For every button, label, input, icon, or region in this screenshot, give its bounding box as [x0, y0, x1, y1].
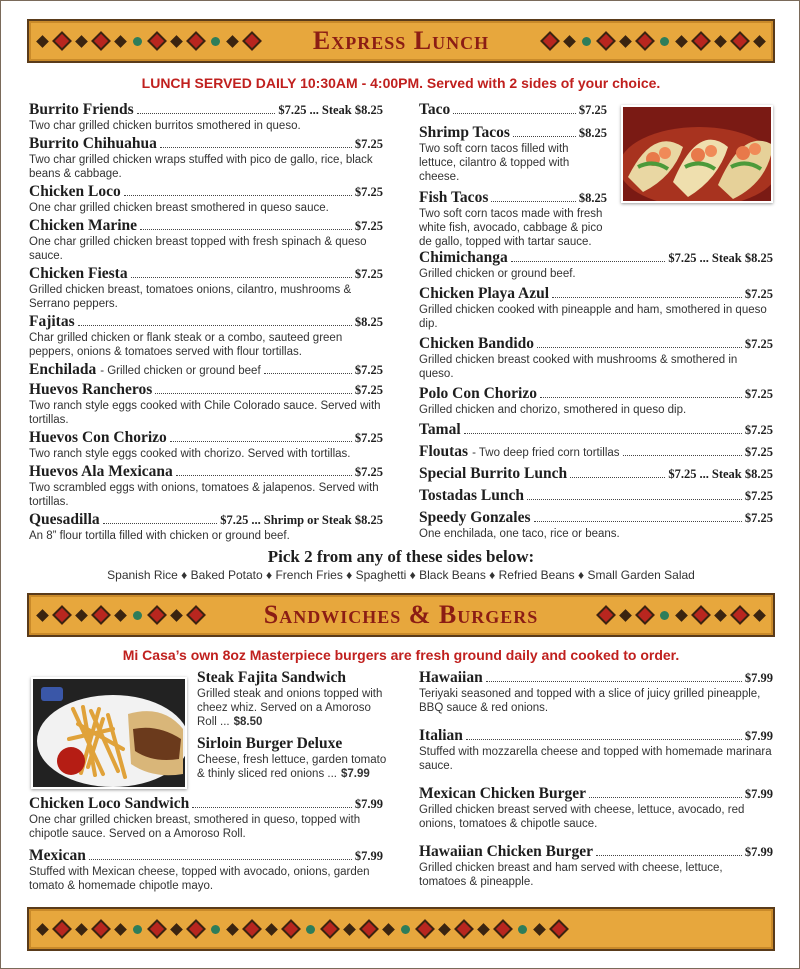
- dot-leader: [131, 277, 352, 278]
- price-separator: ...: [309, 103, 319, 117]
- dot-leader: [89, 859, 352, 860]
- sandwiches-tagline: Mi Casa’s own 8oz Masterpiece burgers are fresh ground daily and cooked to order.: [122, 647, 680, 663]
- menu-item: [29, 313, 383, 359]
- menu-item: [29, 381, 383, 427]
- dot-leader: [137, 113, 276, 114]
- menu-item-name: Italian: [419, 727, 463, 744]
- dot-leader: [596, 855, 742, 856]
- menu-item-name: Huevos Rancheros: [29, 381, 153, 398]
- menu-item-description: Stuffed with Mexican cheese, topped with avocado, onions, garden tomato & homemade chipotle mayo.: [29, 866, 370, 892]
- menu-item-name: Shrimp Tacos: [419, 124, 510, 141]
- menu-item-name: Hawaiian Chicken Burger: [419, 843, 593, 860]
- menu-item-name: Burrito Friends: [29, 101, 134, 118]
- menu-item-name: Floutas: [419, 443, 469, 460]
- menu-item-name: Burrito Chihuahua: [29, 135, 157, 152]
- menu-item-price: $7.25: [744, 337, 773, 351]
- sandwich-right-column: [419, 669, 773, 901]
- menu-item-description: Grilled chicken cooked with pineapple and ham, smothered in queso dip.: [419, 304, 767, 330]
- menu-item-name: Mexican Chicken Burger: [419, 785, 587, 802]
- dot-leader: [534, 521, 742, 522]
- menu-item-price: $7.25: [744, 287, 773, 301]
- menu-item-name: Chicken Bandido: [419, 335, 535, 352]
- menu-item: [197, 669, 387, 729]
- menu-item-price: $8.50: [233, 716, 263, 728]
- menu-item-description: One enchilada, one taco, rice or beans.: [419, 528, 620, 540]
- menu-item: [419, 124, 607, 184]
- menu-item-description: Two ranch style eggs cooked with Chile Colorado sauce. Served with tortillas.: [29, 400, 381, 426]
- menu-item-price: $7.25: [578, 103, 607, 117]
- menu-item-price: $8.25: [354, 315, 383, 329]
- menu-item-description: Grilled chicken breast, tomatoes onions, cilantro, mushrooms & Serrano peppers.: [29, 284, 352, 310]
- sandwich-photo: [31, 677, 187, 789]
- menu-item-price: $7.25: [220, 513, 249, 527]
- menu-item-price: $7.25: [744, 489, 773, 503]
- dot-leader: [170, 441, 352, 442]
- menu-item-price: $7.25: [354, 185, 383, 199]
- menu-item-name: Polo Con Chorizo: [419, 385, 537, 402]
- menu-item-description: Two scrambled eggs with onions, tomatoes & jalapenos. Served with tortillas.: [29, 482, 379, 508]
- menu-item-name: Huevos Con Chorizo: [29, 429, 167, 446]
- menu-item: [419, 335, 773, 381]
- menu-item-name: Special Burrito Lunch: [419, 465, 568, 482]
- menu-item-price: $7.99: [354, 849, 383, 863]
- dot-leader: [453, 113, 576, 114]
- menu-item: [29, 101, 383, 133]
- menu-item: [419, 101, 607, 119]
- dot-leader: [140, 229, 352, 230]
- dot-leader: [155, 393, 352, 394]
- menu-item-price: $7.25: [744, 423, 773, 437]
- menu-item-description: Two char grilled chicken wraps stuffed with pico de gallo, rice, black beans & cabbage.: [29, 154, 373, 180]
- menu-item-name: Chimichanga: [419, 249, 508, 266]
- menu-item-price: $7.25: [278, 103, 307, 117]
- dot-leader: [527, 499, 742, 500]
- menu-item: [419, 465, 773, 483]
- express-left-column: [29, 101, 383, 545]
- menu-item-name: Chicken Fiesta: [29, 265, 128, 282]
- menu-item: [29, 795, 383, 841]
- menu-item-price: $8.25: [578, 191, 607, 205]
- menu-item-price: $7.25: [354, 465, 383, 479]
- dot-leader: [513, 136, 576, 137]
- menu-item-description: Two soft corn tacos filled with lettuce, cilantro & topped with cheese.: [419, 143, 570, 183]
- menu-item-alt-price: Shrimp or Steak $8.25: [263, 513, 383, 527]
- menu-item-price: $8.25: [578, 126, 607, 140]
- menu-item-description: [197, 687, 387, 729]
- menu-item-price: $7.25: [354, 219, 383, 233]
- menu-item-name: Sirloin Burger Deluxe: [197, 735, 343, 752]
- express-right-column: [419, 249, 773, 545]
- menu-item-name: Huevos Ala Mexicana: [29, 463, 173, 480]
- menu-item-description: Char grilled chicken or flank steak or a combo, sauteed green peppers, onions & tomatoes served with flour tortillas.: [29, 332, 343, 358]
- menu-item-description: One char grilled chicken breast smothered in queso sauce.: [29, 202, 329, 214]
- dot-leader: [552, 297, 742, 298]
- menu-item: [197, 735, 387, 781]
- menu-item: [419, 421, 773, 439]
- footer-banner: [27, 907, 775, 951]
- menu-item-description: Grilled chicken and chorizo, smothered in queso dip.: [419, 404, 687, 416]
- menu-item-name: Chicken Loco Sandwich: [29, 795, 190, 812]
- tacos-photo: [621, 105, 773, 203]
- menu-item-name: Tamal: [419, 421, 461, 438]
- dot-leader: [486, 681, 742, 682]
- menu-item: [419, 385, 773, 417]
- menu-item-description: Two soft corn tacos made with fresh white fish, avocado, cabbage & pico de gallo, topped with tartar sauce.: [419, 208, 603, 248]
- dot-leader: [124, 195, 352, 196]
- menu-item: [29, 265, 383, 311]
- dot-leader: [540, 397, 742, 398]
- menu-item-alt-price: Steak $8.25: [711, 467, 773, 481]
- menu-item-name: Quesadilla: [29, 511, 100, 528]
- menu-item-price: $7.99: [744, 671, 773, 685]
- menu-item: [419, 249, 773, 281]
- sandwich-featured-column: [197, 669, 387, 787]
- menu-item: [29, 135, 383, 181]
- menu-item-description: Teriyaki seasoned and topped with a slice of juicy grilled pineapple, BBQ sauce & red onions.: [419, 688, 761, 714]
- menu-item-price: $7.99: [354, 797, 383, 811]
- menu-item-name: Mexican: [29, 847, 86, 864]
- menu-item: [419, 727, 773, 773]
- menu-item-price: $7.99: [341, 768, 370, 780]
- dot-leader: [192, 807, 352, 808]
- menu-item-name: Tostadas Lunch: [419, 487, 524, 504]
- menu-item-note: - Two deep fried corn tortillas: [472, 447, 620, 459]
- menu-item-price: $7.25: [668, 251, 697, 265]
- sandwiches-banner: [27, 593, 775, 637]
- menu-item: [29, 429, 383, 461]
- menu-item-description: [197, 753, 387, 781]
- dot-leader: [160, 147, 352, 148]
- dot-leader: [623, 455, 742, 456]
- menu-item-description: One char grilled chicken breast topped with fresh spinach & queso sauce.: [29, 236, 367, 262]
- dot-leader: [537, 347, 742, 348]
- menu-item: [29, 183, 383, 215]
- menu-item-name: Chicken Marine: [29, 217, 138, 234]
- menu-item-description: One char grilled chicken breast, smothered in queso, topped with chipotle sauce. Served on a Amoroso Roll.: [29, 814, 361, 840]
- menu-item-description: Two char grilled chicken burritos smothered in queso.: [29, 120, 301, 132]
- menu-item: [419, 785, 773, 831]
- express-lunch-title: Express Lunch: [312, 26, 490, 55]
- price-separator: ...: [251, 513, 261, 527]
- menu-item-name: Chicken Playa Azul: [419, 285, 550, 302]
- express-lunch-banner: [27, 19, 775, 63]
- menu-item: [419, 509, 773, 541]
- menu-item-alt-price: Steak $8.25: [711, 251, 773, 265]
- dot-leader: [466, 739, 742, 740]
- menu-item-price: $7.25: [668, 467, 697, 481]
- dot-leader: [570, 477, 665, 478]
- menu-item-price: $7.99: [744, 787, 773, 801]
- menu-item-name: Fajitas: [29, 313, 75, 330]
- menu-item-price: $7.25: [744, 511, 773, 525]
- menu-item-name: Hawaiian: [419, 669, 483, 686]
- dot-leader: [264, 373, 352, 374]
- menu-item-description: Grilled chicken or ground beef.: [419, 268, 576, 280]
- menu-item-name: Chicken Loco: [29, 183, 121, 200]
- sandwiches-title: Sandwiches & Burgers: [263, 600, 539, 629]
- menu-item-description: An 8” flour tortilla filled with chicken or ground beef.: [29, 530, 290, 542]
- menu-item-description: Grilled chicken breast cooked with mushrooms & smothered in queso.: [419, 354, 738, 380]
- menu-item: [419, 669, 773, 715]
- menu-item-price: $7.99: [744, 845, 773, 859]
- menu-item: [419, 189, 607, 249]
- menu-item-price: $7.25: [354, 137, 383, 151]
- menu-item: [419, 487, 773, 505]
- menu-item-description-text: Grilled steak and onions topped with cheez whiz. Served on a Amoroso Roll ...: [197, 688, 383, 728]
- menu-item-name: Enchilada: [29, 361, 97, 378]
- menu-item-price: $7.25: [744, 445, 773, 459]
- price-separator: ...: [699, 467, 709, 481]
- menu-item: [29, 217, 383, 263]
- menu-item-price: $7.25: [354, 267, 383, 281]
- menu-item-alt-price: Steak $8.25: [321, 103, 383, 117]
- menu-item-price: $7.99: [744, 729, 773, 743]
- menu-item: [29, 511, 383, 543]
- menu-item: [419, 285, 773, 331]
- menu-item-description-text: Cheese, fresh lettuce, garden tomato & thinly sliced red onions ...: [197, 754, 387, 780]
- sandwich-left-column: [29, 795, 383, 899]
- menu-item-name: Taco: [419, 101, 451, 118]
- banner-ornament-left: [35, 909, 569, 949]
- menu-item-description: Stuffed with mozzarella cheese and topped with homemade marinara sauce.: [419, 746, 772, 772]
- dot-leader: [464, 433, 742, 434]
- menu-item-description: Grilled chicken breast and ham served with cheese, lettuce, tomatoes & pineapple.: [419, 862, 723, 888]
- menu-item-price: $7.25: [354, 363, 383, 377]
- dot-leader: [491, 201, 576, 202]
- express-right-top-column: [419, 101, 607, 254]
- dot-leader: [78, 325, 352, 326]
- price-separator: ...: [699, 251, 709, 265]
- dot-leader: [511, 261, 666, 262]
- menu-item-note: - Grilled chicken or ground beef: [100, 365, 261, 377]
- menu-item-description: Two ranch style eggs cooked with chorizo. Served with tortillas.: [29, 448, 351, 460]
- dot-leader: [176, 475, 352, 476]
- menu-item-name: Speedy Gonzales: [419, 509, 531, 526]
- menu-item: [29, 463, 383, 509]
- menu-item-name: Fish Tacos: [419, 189, 489, 206]
- dot-leader: [103, 523, 218, 524]
- menu-item-description: Grilled chicken breast served with cheese, lettuce, avocado, red onions, tomatoes & chipotle sauce.: [419, 804, 745, 830]
- menu-item: [419, 843, 773, 889]
- express-lunch-tagline: LUNCH SERVED DAILY 10:30AM - 4:00PM. Served with 2 sides of your choice.: [141, 75, 661, 91]
- menu-item-price: $7.25: [354, 431, 383, 445]
- sides-list: Spanish Rice ♦ Baked Potato ♦ French Fries ♦ Spaghetti ♦ Black Beans ♦ Refried Beans ♦ Small Garden Salad: [107, 568, 695, 582]
- menu-item-name: Steak Fajita Sandwich: [197, 669, 346, 686]
- menu-item: [29, 361, 383, 379]
- dot-leader: [589, 797, 742, 798]
- menu-item: [29, 847, 383, 893]
- menu-item: [419, 443, 773, 461]
- menu-item-price: $7.25: [744, 387, 773, 401]
- menu-item-price: $7.25: [354, 383, 383, 397]
- sides-heading: Pick 2 from any of these sides below:: [267, 547, 535, 566]
